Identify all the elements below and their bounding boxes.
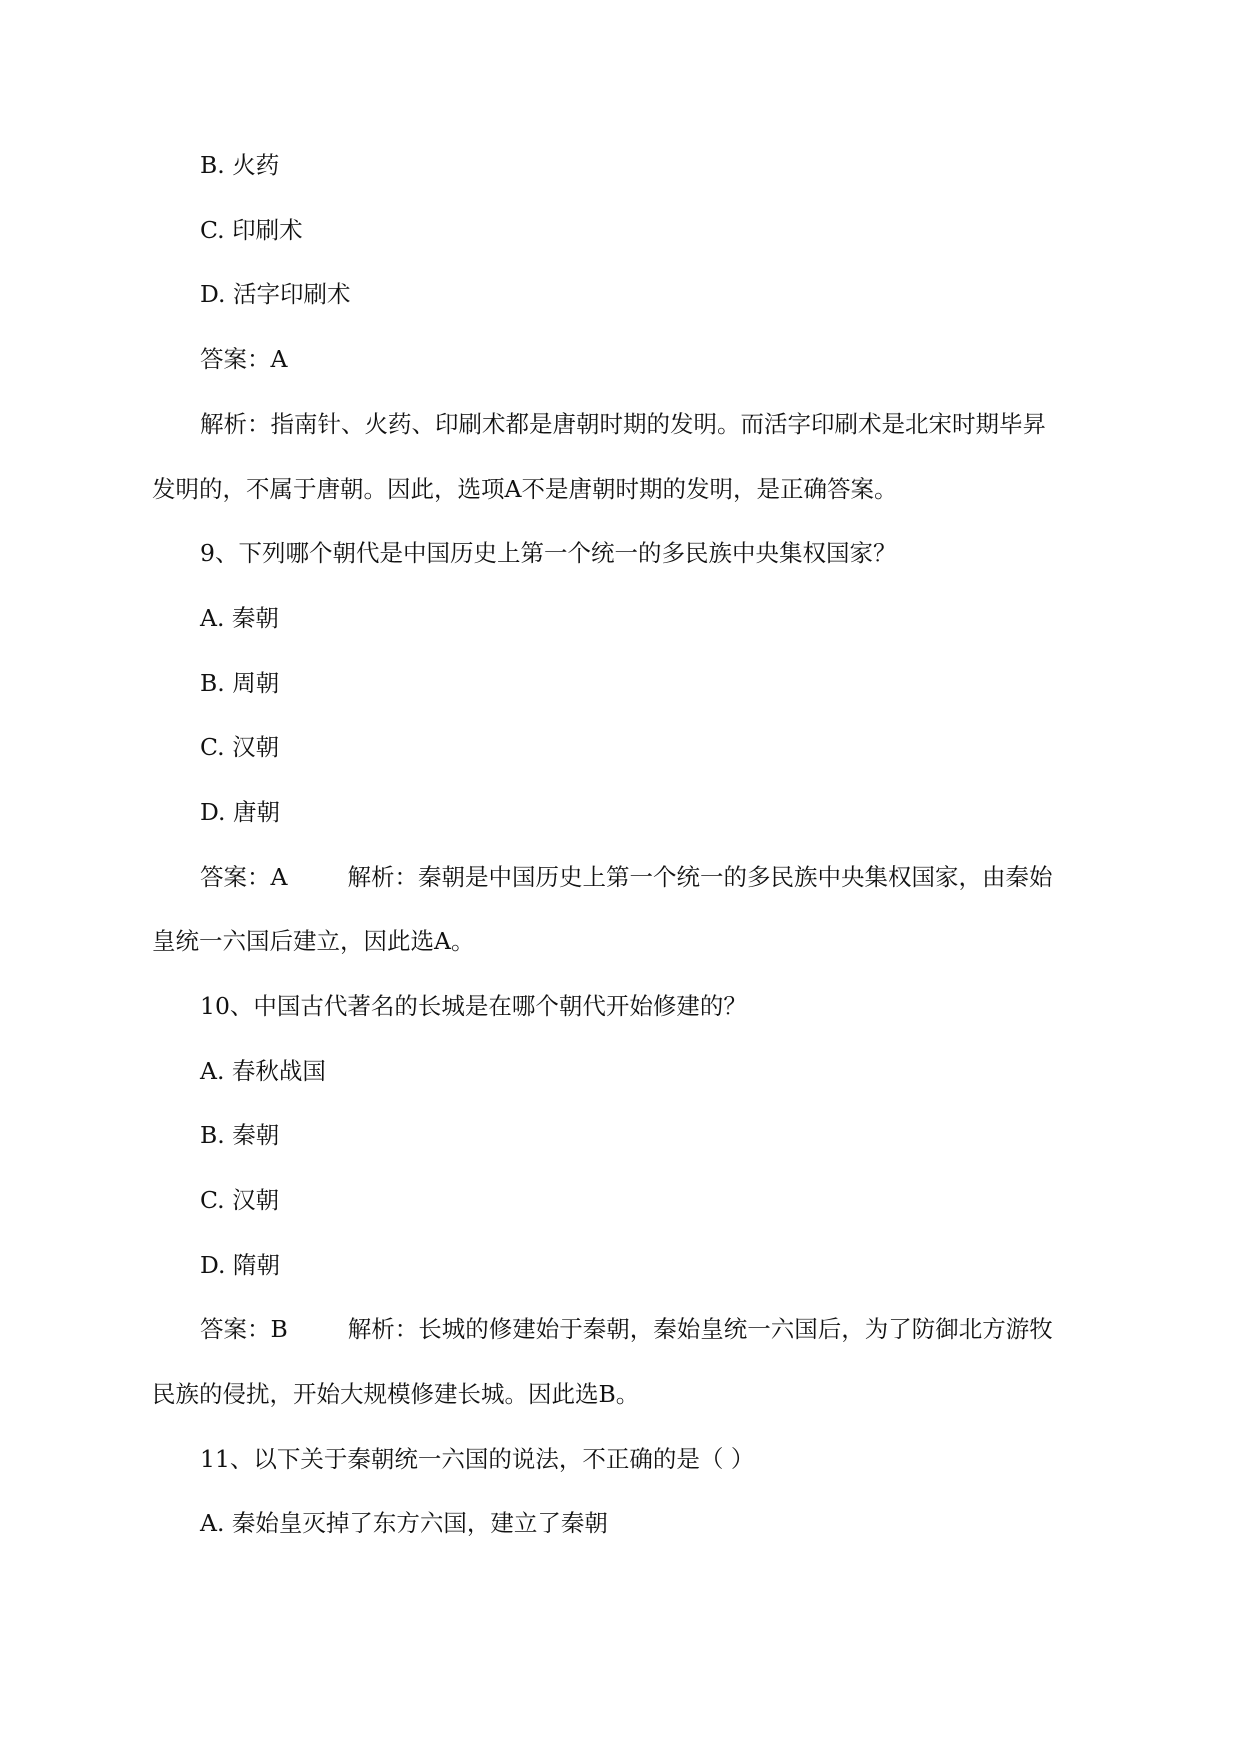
- q8-analysis-line1: 解析：指南针、火药、印刷术都是唐朝时期的发明。而活字印刷术是北宋时期毕昇: [200, 410, 1046, 438]
- q9-analysis-line2: 皇统一六国后建立，因此选A。: [152, 927, 475, 955]
- q10-analysis-line2: 民族的侵扰，开始大规模修建长城。因此选B。: [152, 1380, 640, 1408]
- q9-option-a: A. 秦朝: [200, 604, 279, 632]
- q10-option-a: A. 春秋战国: [200, 1057, 326, 1085]
- q11-option-a: A. 秦始皇灭掉了东方六国，建立了秦朝: [200, 1509, 608, 1537]
- q9-analysis-line1: 解析：秦朝是中国历史上第一个统一的多民族中央集权国家，由秦始: [347, 863, 1053, 891]
- q8-answer: 答案：A: [200, 345, 288, 373]
- q8-analysis-line2: 发明的，不属于唐朝。因此，选项A不是唐朝时期的发明，是正确答案。: [152, 475, 898, 503]
- q8-option-c: C. 印刷术: [200, 216, 303, 244]
- q8-option-d: D. 活字印刷术: [200, 280, 351, 308]
- q10-option-d: D. 隋朝: [200, 1251, 280, 1279]
- q10-analysis-line1: 解析：长城的修建始于秦朝，秦始皇统一六国后，为了防御北方游牧: [347, 1315, 1053, 1343]
- q9-question: 9、下列哪个朝代是中国历史上第一个统一的多民族中央集权国家？: [200, 539, 897, 567]
- q10-answer-row: [152, 1314, 1089, 1344]
- q8-option-b: B. 火药: [200, 151, 280, 179]
- q10-question: 10、中国古代著名的长城是在哪个朝代开始修建的？: [200, 992, 747, 1020]
- q9-option-d: D. 唐朝: [200, 798, 280, 826]
- q9-answer: 答案：A: [200, 863, 288, 891]
- q9-option-c: C. 汉朝: [200, 733, 280, 761]
- q10-option-c: C. 汉朝: [200, 1186, 280, 1214]
- q10-option-b: B. 秦朝: [200, 1121, 280, 1149]
- q9-option-b: B. 周朝: [200, 669, 280, 697]
- q9-answer-row: [152, 862, 1089, 892]
- q11-question: 11、以下关于秦朝统一六国的说法，不正确的是（ ）: [200, 1445, 755, 1473]
- q10-answer: 答案：B: [200, 1315, 288, 1343]
